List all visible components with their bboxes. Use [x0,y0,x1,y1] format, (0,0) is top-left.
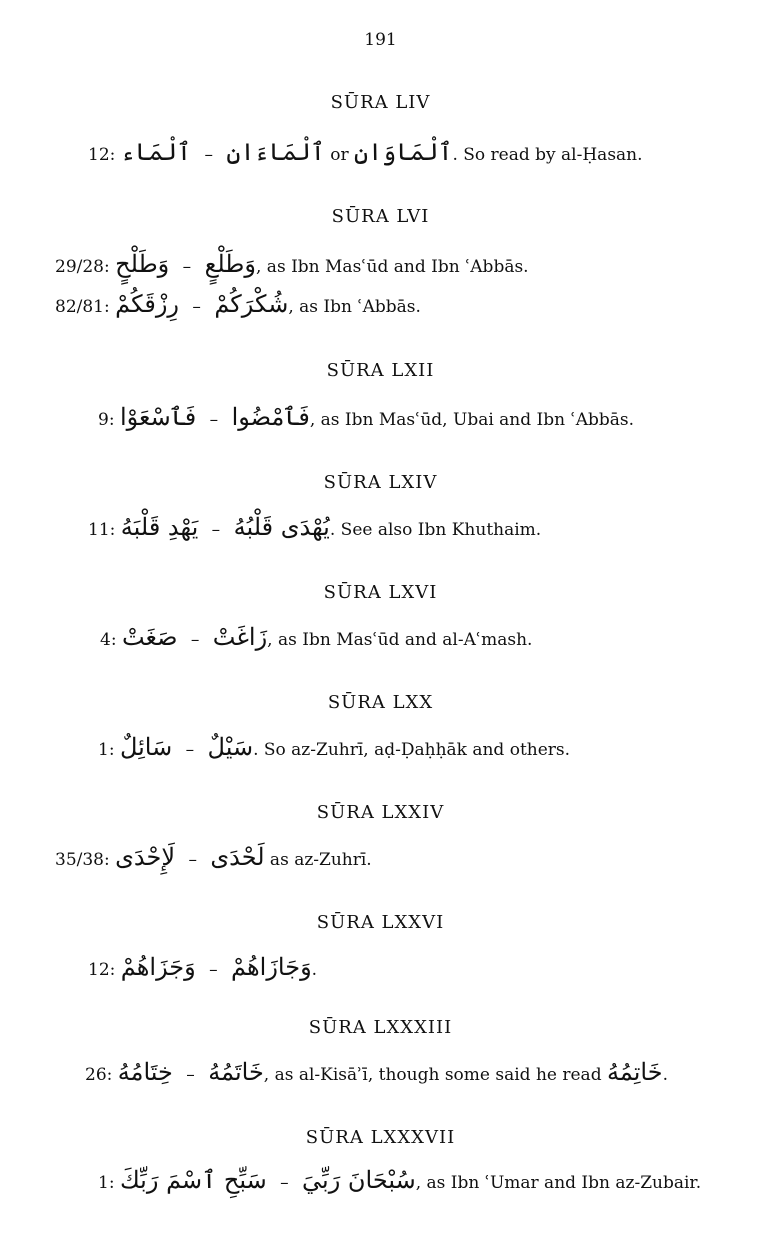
arabic-variant: سُبْحَانَ رَبِّيَ [302,1166,416,1194]
sura-heading: SŪRA LXXIV [316,802,445,823]
dash: – [182,257,192,277]
arabic-reading: لَإِحْدَى [115,843,176,871]
authority-text: . [311,960,318,980]
variant-entry [98,1166,701,1194]
variant-entry [98,403,634,431]
authority-text: , as Ibn Masʿūd and Ibn ʿAbbās. [256,257,529,277]
verse-number: 11: [88,520,116,540]
verse-number: 12: [88,145,116,165]
arabic-reading: سَبِّحِ ٱسْمَ رَبِّكَ [119,1166,267,1194]
verse-number: 4: [100,630,117,650]
connector-text: or [330,145,349,165]
authority-text: , as Ibn Masʿūd, Ubai and Ibn ʿAbbās. [309,410,635,430]
authority-text: , as Ibn Masʿūd and al-Aʿmash. [267,630,533,650]
arabic-variant: سَيْلٌ [207,733,254,761]
sura-heading: SŪRA LXVI [323,582,438,603]
dash: – [185,740,195,760]
arabic-variant: يُهْدَى قَلْبُهُ [233,513,330,541]
variant-entry [85,1058,668,1086]
variant-entry [98,733,570,761]
authority-text: . So az-Zuhrī, aḍ-Ḍaḥḥāk and others. [253,740,571,760]
arabic-reading: سَائِلٌ [119,733,173,761]
authority-text: . So read by al-Ḥasan. [452,145,643,165]
variant-entry [55,843,372,871]
dash: – [211,520,221,540]
arabic-variant: ٱلْمَاوَانِ [354,138,453,166]
authority-text: as az-Zuhrī. [264,850,372,870]
sura-heading: SŪRA LXXXVII [305,1127,456,1148]
dash: – [188,850,197,870]
arabic-reading: وَطَلْحٍ [115,250,170,278]
sura-heading: SŪRA LVI [331,206,430,227]
arabic-reading: خِتَامُهُ [117,1058,173,1086]
arabic-variant: شُكْرَكُمْ [214,290,289,318]
end-punctuation: . [662,1065,668,1085]
arabic-reading: رِزْقَكُمْ [115,290,180,318]
authority-text: , as al-Kisāʾī, though some said he read [263,1065,607,1085]
verse-number: 9: [98,410,115,430]
variant-entry [88,138,643,166]
arabic-variant: ٱلْمَاءَانِ [226,138,325,166]
sura-heading: SŪRA LIV [330,92,431,113]
verse-number: 29/28: [55,257,110,277]
arabic-variant: وَطَلْعٍ [204,250,256,278]
verse-number: 12: [88,960,116,980]
dash: – [186,1065,195,1085]
arabic-reading: ٱلْمَاء [120,138,192,166]
verse-number: 82/81: [55,297,110,317]
verse-number: 26: [85,1065,113,1085]
page-number: 191 [364,30,397,50]
sura-heading: SŪRA LXIV [323,472,438,493]
authority-text: , as Ibn ʿUmar and Ibn az-Zubair. [415,1173,702,1193]
arabic-variant: وَجَازَاهُمْ [231,953,312,981]
arabic-reading: يَهْدِ قَلْبَهُ [120,513,199,541]
arabic-variant: خَاتَمُهُ [208,1058,264,1086]
verse-number: 1: [98,1173,115,1193]
variant-entry [88,953,317,981]
sura-heading: SŪRA LXXXIII [308,1017,453,1038]
arabic-variant: خَاتِمُهُ [606,1058,663,1086]
variant-entry [55,290,421,318]
verse-number: 35/38: [55,850,110,870]
dash: – [280,1173,289,1193]
arabic-reading: صَغَتْ [121,623,178,651]
dash: – [209,410,219,430]
sura-heading: SŪRA LXXVI [316,912,445,933]
authority-text: . See also Ibn Khuthaim. [329,520,542,540]
variant-entry [100,623,532,651]
arabic-variant: فَٱمْضُوا [231,403,310,431]
variant-entry [55,250,529,278]
arabic-reading: وَجَزَاهُمْ [120,953,196,981]
authority-text: , as Ibn ʿAbbās. [288,297,421,317]
sura-heading: SŪRA LXII [326,360,435,381]
arabic-variant: زَاغَتْ [212,623,268,651]
sura-heading: SŪRA LXX [327,692,434,713]
arabic-variant: لَحْدَى [210,843,265,871]
dash: – [190,630,200,650]
variant-entry [88,513,541,541]
verse-number: 1: [98,740,115,760]
dash: – [192,297,201,317]
dash: – [204,145,213,165]
arabic-reading: فَٱسْعَوْا [119,403,197,431]
dash: – [209,960,218,980]
